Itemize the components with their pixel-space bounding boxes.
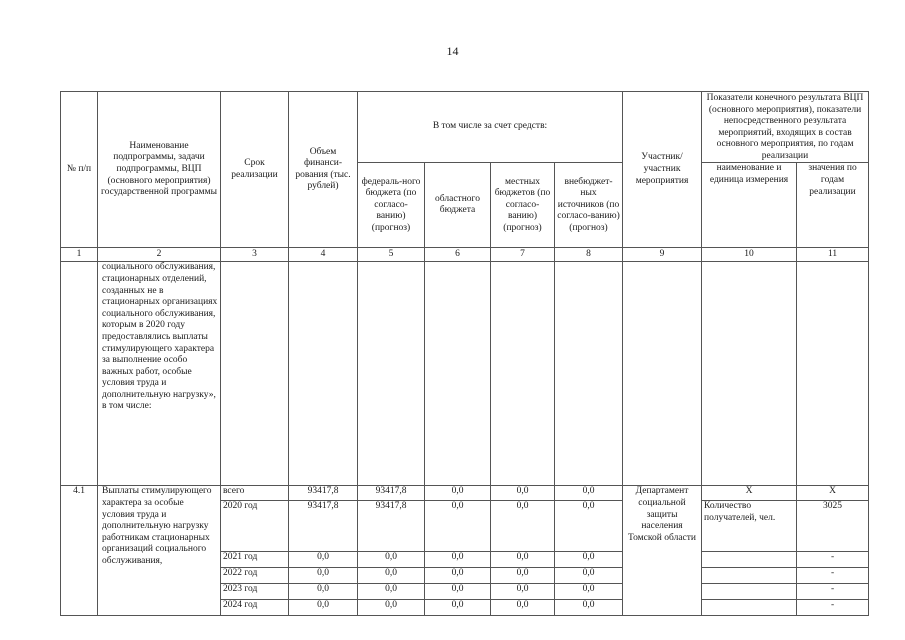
total-cell: 0,0 [289, 568, 358, 584]
page-number: 14 [446, 44, 459, 58]
header-extra: внебюджет-ных источников (по согласо-ванию) (прогноз) [555, 163, 623, 248]
header-indicator-value: значения по годам реализации [797, 163, 869, 248]
table-row [61, 486, 869, 501]
indicator-name-cell [702, 568, 797, 584]
federal-cell: 93417,8 [358, 501, 425, 552]
local-cell: 0,0 [491, 600, 555, 616]
column-number: 9 [623, 248, 702, 262]
continuation-row [61, 262, 869, 486]
total-cell: 0,0 [289, 552, 358, 568]
period-cell: 2021 год [221, 552, 289, 568]
total-cell: 93417,8 [289, 501, 358, 552]
extra-cell: 0,0 [555, 501, 623, 552]
federal-cell: 0,0 [358, 552, 425, 568]
column-number: 3 [221, 248, 289, 262]
header-financing: Объем финанси-рования (тыс. рублей) [289, 92, 358, 248]
local-cell: 0,0 [491, 501, 555, 552]
item-number: 4.1 [61, 486, 98, 616]
item-name: Выплаты стимулирующего характера за особые условия труда и дополнительную нагрузку работникам стационарных организаций социального обслуживания, [98, 486, 221, 616]
indicator-value-cell: Х [797, 486, 869, 501]
header-sources-group: В том числе за счет средств: [358, 92, 623, 163]
header-number: № п/п [61, 92, 98, 248]
indicator-name-cell: Х [702, 486, 797, 501]
regional-cell: 0,0 [425, 552, 491, 568]
header-federal: федераль-ного бюджета (по согласо-ванию) (прогноз) [358, 163, 425, 248]
column-number: 5 [358, 248, 425, 262]
extra-cell: 0,0 [555, 552, 623, 568]
extra-cell: 0,0 [555, 600, 623, 616]
column-number: 11 [797, 248, 869, 262]
column-number: 4 [289, 248, 358, 262]
regional-cell: 0,0 [425, 568, 491, 584]
total-cell: 93417,8 [289, 486, 358, 501]
extra-cell: 0,0 [555, 486, 623, 501]
regional-cell: 0,0 [425, 501, 491, 552]
column-number: 1 [61, 248, 98, 262]
period-cell: 2023 год [221, 584, 289, 600]
header-local: местных бюджетов (по согласо-ванию) (прогноз) [491, 163, 555, 248]
extra-cell: 0,0 [555, 584, 623, 600]
regional-cell: 0,0 [425, 600, 491, 616]
header-participant: Участник/ участник мероприятия [623, 92, 702, 248]
column-number: 2 [98, 248, 221, 262]
participant-cell: Департамент социальной защиты населения Томской области [623, 486, 702, 616]
indicator-name-cell [702, 552, 797, 568]
total-cell: 0,0 [289, 600, 358, 616]
column-number: 6 [425, 248, 491, 262]
local-cell: 0,0 [491, 568, 555, 584]
federal-cell: 0,0 [358, 600, 425, 616]
continuation-text: социального обслуживания, стационарных отделений, созданных не в стационарных организациях социального обслуживания, которым в 2020 году предоставлялись выплаты стимулирующего характера за выполнение особо важных работ, особые условия труда и дополнительную нагрузку», в том числе: [98, 262, 221, 486]
local-cell: 0,0 [491, 486, 555, 501]
regional-cell: 0,0 [425, 584, 491, 600]
period-cell: 2022 год [221, 568, 289, 584]
local-cell: 0,0 [491, 584, 555, 600]
indicator-name-cell: Количество получателей, чел. [702, 501, 797, 552]
period-cell: всего [221, 486, 289, 501]
total-cell: 0,0 [289, 584, 358, 600]
column-number: 8 [555, 248, 623, 262]
extra-cell: 0,0 [555, 568, 623, 584]
indicator-value-cell: - [797, 584, 869, 600]
federal-cell: 0,0 [358, 568, 425, 584]
header-period: Срок реализации [221, 92, 289, 248]
indicator-value-cell: - [797, 552, 869, 568]
header-indicator-name: наименование и единица измерения [702, 163, 797, 248]
header-indicators-group: Показатели конечного результата ВЦП (основного мероприятия), показатели непосредственного результата мероприятий, входящих в состав основного мероприятия, по годам реализации [702, 92, 869, 163]
indicator-value-cell: - [797, 600, 869, 616]
local-cell: 0,0 [491, 552, 555, 568]
indicator-name-cell [702, 600, 797, 616]
period-cell: 2020 год [221, 501, 289, 552]
federal-cell: 0,0 [358, 584, 425, 600]
header-name: Наименование подпрограммы, задачи подпрограммы, ВЦП (основного мероприятия) государственной программы [98, 92, 221, 248]
indicator-value-cell: - [797, 568, 869, 584]
indicator-value-cell: 3025 [797, 501, 869, 552]
regional-cell: 0,0 [425, 486, 491, 501]
period-cell: 2024 год [221, 600, 289, 616]
federal-cell: 93417,8 [358, 486, 425, 501]
column-numbers-row [61, 248, 869, 262]
indicator-name-cell [702, 584, 797, 600]
column-number: 10 [702, 248, 797, 262]
program-table [60, 91, 869, 616]
column-number: 7 [491, 248, 555, 262]
header-regional: областного бюджета [425, 163, 491, 248]
